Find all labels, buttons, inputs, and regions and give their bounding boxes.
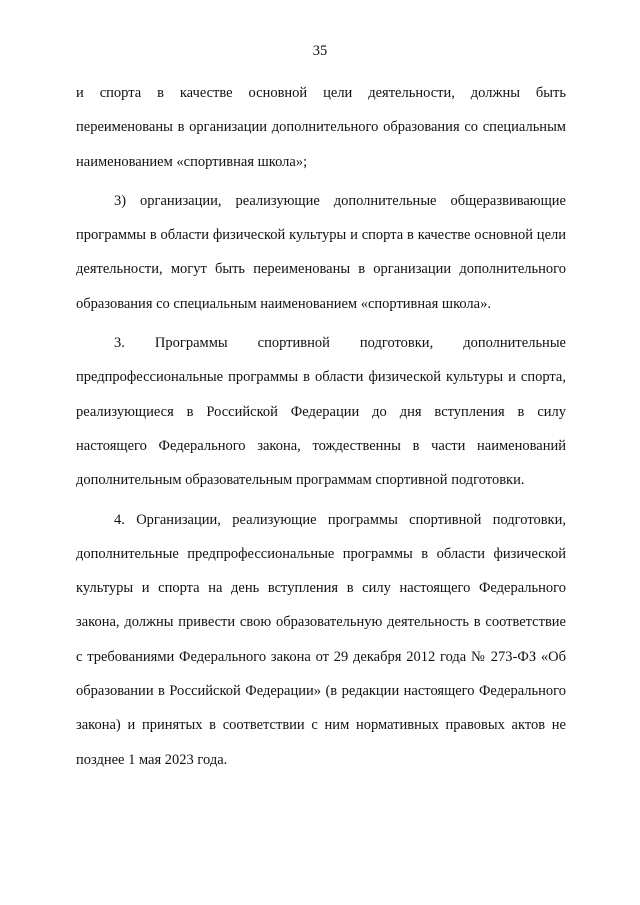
paragraph-continuation: и спорта в качестве основной цели деятельности, должны быть переименованы в организации дополнительного образования со специальным наименованием «спортивная школа»; [76, 85, 566, 170]
paragraph-section-3: 3. Программы спортивной подготовки, дополнительные предпрофессиональные программы в области физической культуры и спорта, реализующиеся в Российской Федерации до дня вступления в силу настоящего Федерального закона, тождественны в части наименований дополнительным образовательным программам спортивной подготовки. [76, 335, 566, 489]
paragraph-section-4: 4. Организации, реализующие программы спортивной подготовки, дополнительные предпрофессиональные программы в области физической культуры и спорта на день вступления в силу настоящего Федерального закона, должны привести свою образовательную деятельность в соответствие с требованиями Федерального закона от 29 декабря 2012 года № 273-ФЗ «Об образовании в Российской Федерации» (в редакции настоящего Федерального закона) и принятых в соответствии с ним нормативных правовых актов не позднее 1 мая 2023 года. [76, 511, 566, 768]
paragraph-item-3: 3) организации, реализующие дополнительные общеразвивающие программы в области физической культуры и спорта в качестве основной цели деятельности, могут быть переименованы в организации дополнительного образования со специальным наименованием «спортивная школа». [76, 192, 566, 312]
document-body [76, 76, 566, 777]
page-number: 35 [312, 43, 328, 59]
